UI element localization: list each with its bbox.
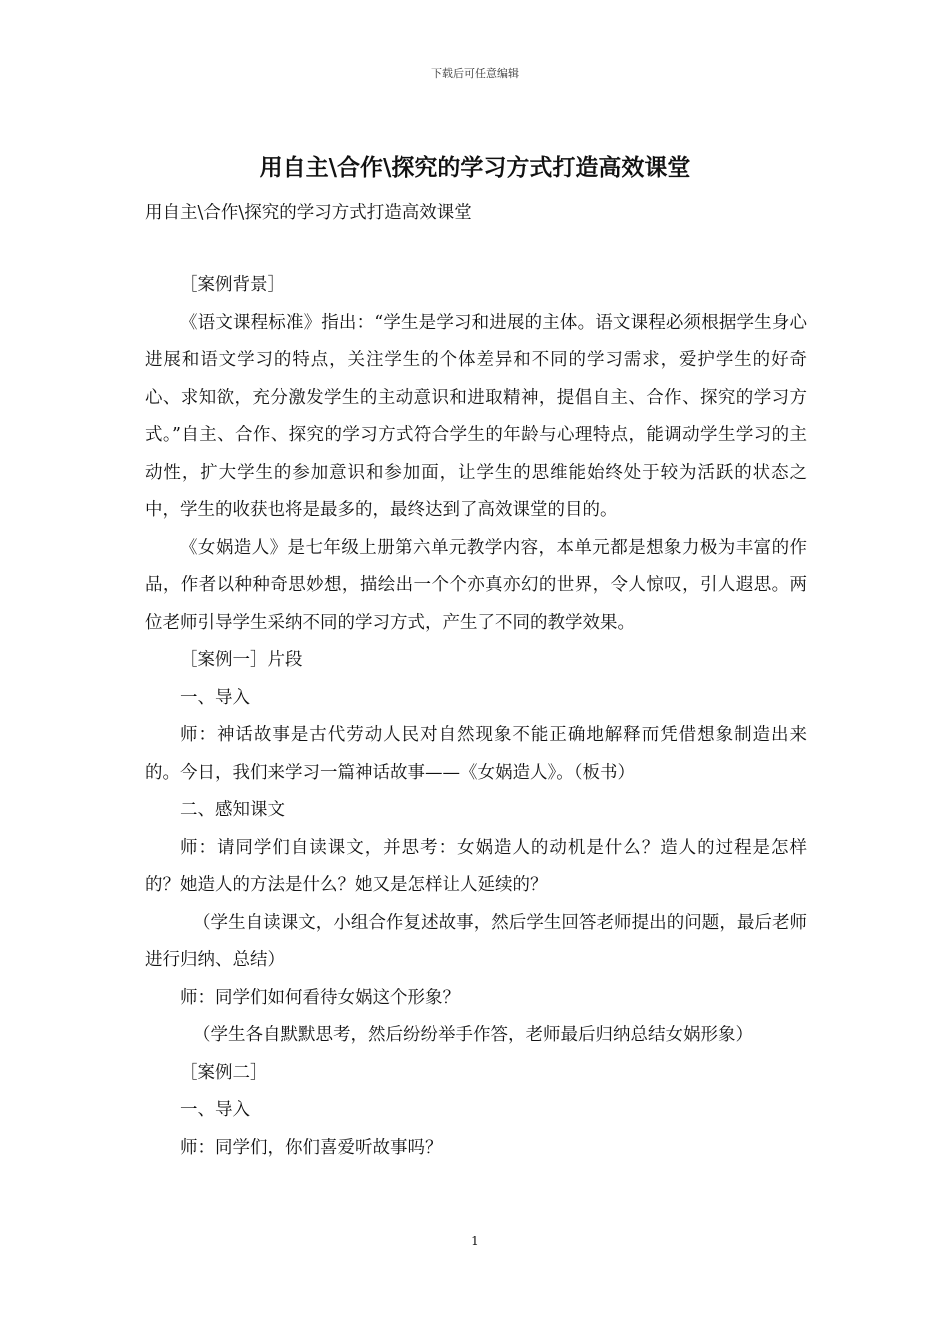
paragraph: 《女娲造人》是七年级上册第六单元教学内容，本单元都是想象力极为丰富的作品，作者以种种奇思妙想，描绘出一个个亦真亦幻的世界，令人惊叹，引人遐思。两位老师引导学生采纳不同的学习方式，产生了不同的教学效果。: [145, 537, 807, 633]
document-subtitle: 用自主\合作\探究的学习方式打造高效课堂: [145, 203, 472, 223]
paragraph: 师：同学们如何看待女娲这个形象？: [180, 987, 460, 1008]
page-number: 1: [471, 1234, 479, 1248]
paragraph: 师：同学们，你们喜爱听故事吗？: [180, 1137, 443, 1158]
paragraph: （学生自读课文，小组合作复述故事，然后学生回答老师提出的问题，最后老师进行归纳、总结）: [145, 912, 807, 970]
paragraph: （学生各自默默思考，然后纷纷举手作答，老师最后归纳总结女娲形象）: [193, 1025, 753, 1045]
document-title: 用自主\合作\探究的学习方式打造高效课堂: [259, 154, 691, 181]
section-heading-case-2: ［案例二］: [180, 1062, 268, 1083]
section-heading-case-1: ［案例一］片段: [180, 650, 303, 670]
document-body: [145, 267, 807, 1167]
subheading-intro: 一、导入: [180, 687, 250, 708]
section-heading-background: ［案例背景］: [180, 275, 285, 295]
subheading-perceive-text: 二、感知课文: [180, 800, 285, 820]
paragraph: 师：神话故事是古代劳动人民对自然现象不能正确地解释而凭借想象制造出来的。今日，我们来学习一篇神话故事——《女娲造人》。（板书）: [145, 725, 807, 783]
subheading-intro: 一、导入: [180, 1100, 250, 1120]
paragraph: 《语文课程标准》指出：“学生是学习和进展的主体。语文课程必须根据学生身心进展和语文学习的特点，关注学生的个体差异和不同的学习需求，爱护学生的好奇心、求知欲，充分激发学生的主动意识和进取精神，提倡自主、合作、探究的学习方式。”自主、合作、探究的学习方式符合学生的年龄与心理特点，能调动学生学习的主动性，扩大学生的参加意识和参加面，让学生的思维能始终处于较为活跃的状态之中，学生的收获也将是最多的，最终达到了高效课堂的目的。: [145, 312, 807, 520]
header-note: 下载后可任意编辑: [431, 67, 519, 80]
paragraph: 师：请同学们自读课文，并思考：女娲造人的动机是什么？造人的过程是怎样的？她造人的方法是什么？她又是怎样让人延续的？: [145, 837, 807, 895]
